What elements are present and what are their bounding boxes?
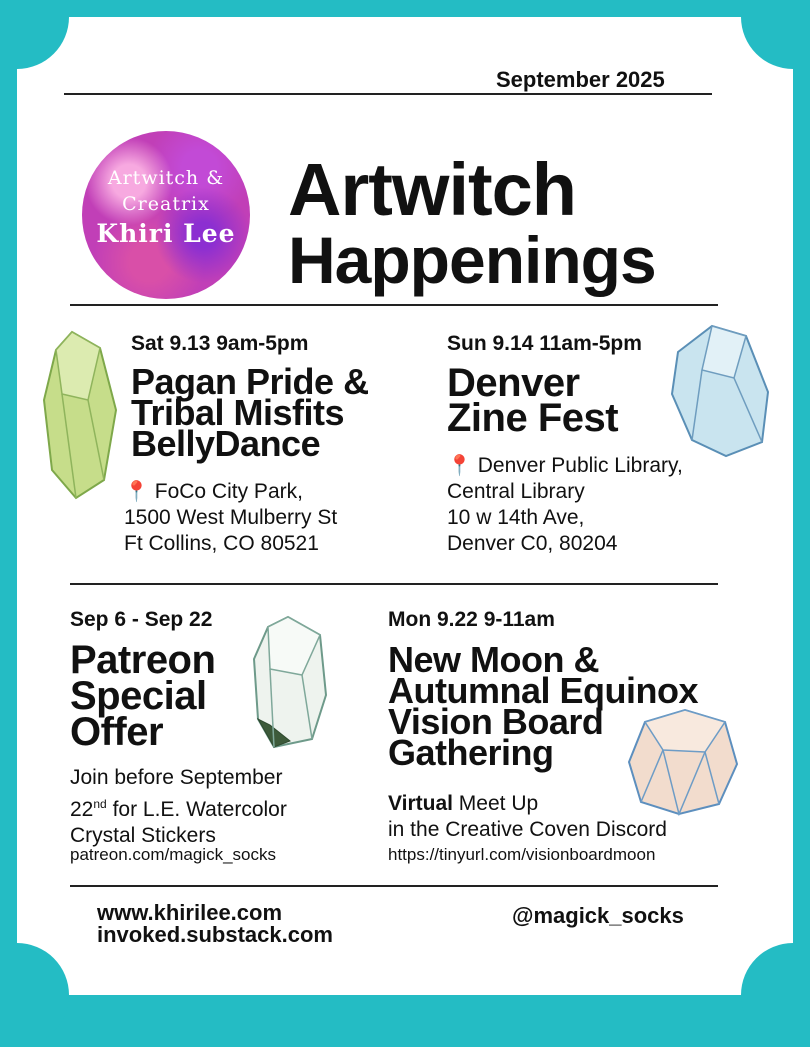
- logo-line-3: Khiri Lee: [96, 219, 236, 248]
- logo-line-1: Artwitch &: [107, 167, 225, 189]
- event-title-zine-fest: [447, 361, 619, 440]
- event-date-new-moon: Mon 9.22 9-11am: [388, 608, 555, 631]
- event-title-line: Patreon: [70, 638, 216, 682]
- event-title-line: Pagan Pride &: [131, 361, 369, 402]
- website-link[interactable]: www.khirilee.com: [97, 900, 283, 925]
- virtual-label: Virtual: [388, 792, 453, 815]
- event-address-pagan-pride: [124, 479, 337, 557]
- offer-line: Join before September: [70, 766, 283, 789]
- event-date-patreon: Sep 6 - Sep 22: [70, 608, 213, 631]
- patreon-link[interactable]: patreon.com/magick_socks: [70, 845, 276, 864]
- address-line: Denver Public Library,: [477, 454, 683, 477]
- location-pin-icon: 📍: [124, 481, 149, 503]
- middle-divider: [70, 583, 718, 585]
- substack-link[interactable]: invoked.substack.com: [97, 922, 333, 947]
- offer-line: Crystal Stickers: [70, 824, 216, 847]
- event-title-line: Gathering: [388, 732, 554, 773]
- clear-crystal-icon: [250, 615, 330, 751]
- address-line: 1500 West Mulberry St: [124, 506, 338, 529]
- event-title-line: Zine Fest: [447, 396, 619, 440]
- address-line: Ft Collins, CO 80521: [124, 532, 319, 555]
- event-title-line: Denver: [447, 361, 580, 405]
- event-title-line: Vision Board: [388, 701, 604, 742]
- event-title-line: BellyDance: [131, 423, 321, 464]
- vision-board-link[interactable]: https://tinyurl.com/visionboardmoon: [388, 845, 656, 864]
- bottom-divider: [70, 885, 718, 887]
- event-title-line: Special: [70, 674, 207, 718]
- blue-crystal-icon: [668, 322, 774, 460]
- address-line: 10 w 14th Ave,: [447, 506, 585, 529]
- logo-line-2: Creatrix: [122, 193, 210, 215]
- offer-line: for L.E. Watercolor: [112, 798, 287, 821]
- new-moon-details: [388, 791, 667, 843]
- top-divider: [64, 93, 712, 95]
- footer-links: [97, 902, 333, 946]
- page-title-line-2: Happenings: [288, 223, 656, 297]
- green-crystal-icon: [42, 330, 122, 500]
- event-title-line: Offer: [70, 710, 164, 754]
- event-title-line: New Moon &: [388, 639, 599, 680]
- address-line: Denver C0, 80204: [447, 532, 618, 555]
- khiri-lee-logo: [82, 131, 250, 299]
- address-line: Central Library: [447, 480, 585, 503]
- event-title-line: Autumnal Equinox: [388, 670, 698, 711]
- event-date-pagan-pride: Sat 9.13 9am-5pm: [131, 332, 309, 355]
- meetup-label: Meet Up: [452, 792, 539, 815]
- event-address-zine-fest: [447, 453, 683, 557]
- patreon-offer-details: [70, 765, 287, 849]
- event-title-pagan-pride: [131, 361, 369, 464]
- event-title-patreon: [70, 638, 216, 754]
- event-date-zine-fest: Sun 9.14 11am-5pm: [447, 332, 642, 355]
- offer-day-suffix: nd: [93, 797, 107, 811]
- event-title-line: Tribal Misfits: [131, 392, 345, 433]
- page-title-line-1: Artwitch: [288, 148, 576, 231]
- address-line: FoCo City Park,: [154, 480, 303, 503]
- discord-line: in the Creative Coven Discord: [388, 818, 667, 841]
- offer-day: 22: [70, 798, 94, 821]
- location-pin-icon: 📍: [447, 455, 472, 477]
- issue-date: September 2025: [496, 67, 665, 92]
- event-title-new-moon: [388, 639, 698, 773]
- social-handle[interactable]: @magick_socks: [512, 903, 684, 928]
- title-divider: [70, 304, 718, 306]
